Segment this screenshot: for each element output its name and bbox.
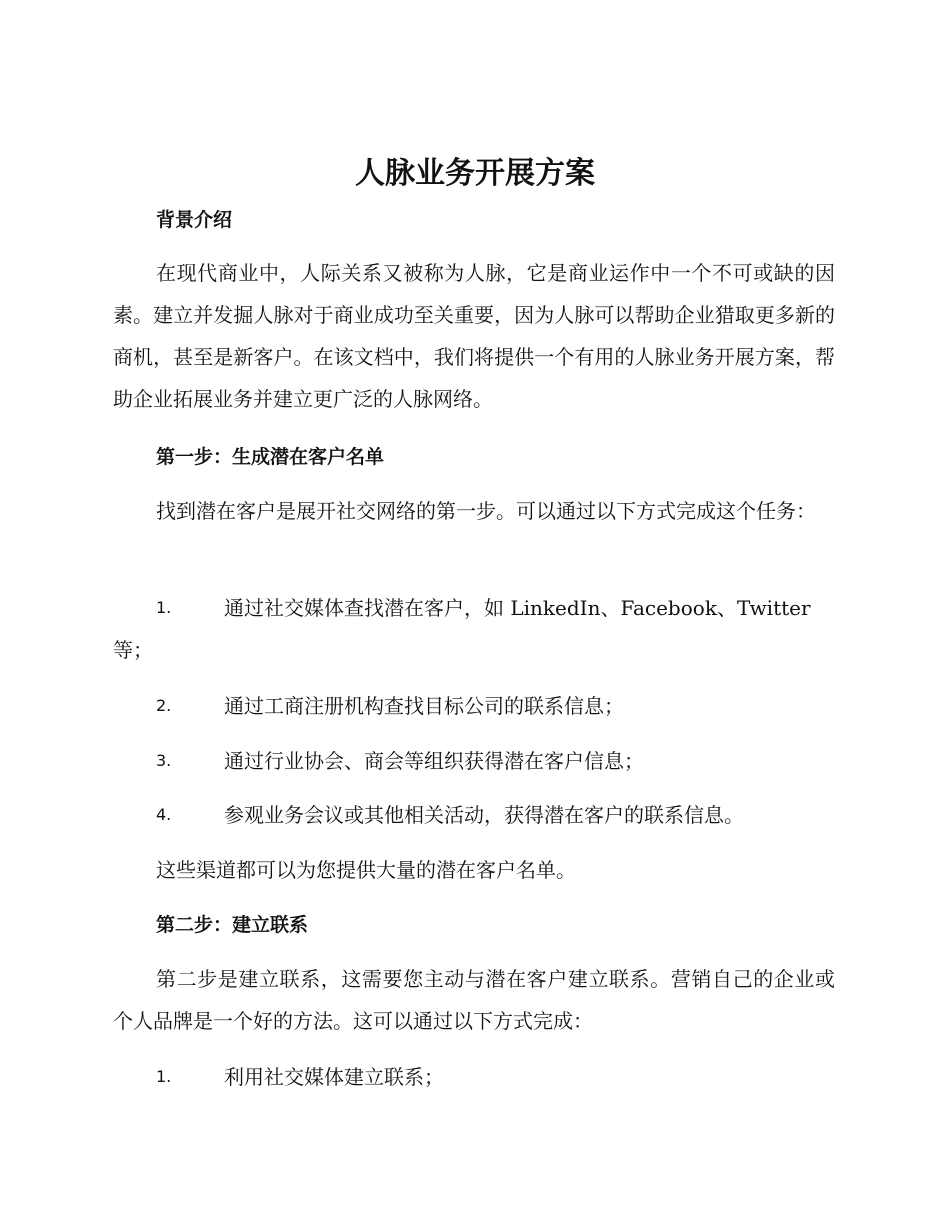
list-item-number: 1. (156, 598, 172, 617)
list-item (113, 740, 835, 782)
list-item-number: 2. (156, 696, 172, 715)
list-item-text: 通过行业协会、商会等组织获得潜在客户信息； (224, 749, 644, 773)
section-paragraph-background: 在现代商业中，人际关系又被称为人脉，它是商业运作中一个不可或缺的因素。建立并发掘人脉对于商业成功至关重要，因为人脉可以帮助企业猎取更多新的商机，甚至是新客户。在该文档中，我们将提供一个有用的人脉业务开展方案，帮助企业拓展业务并建立更广泛的人脉网络。 (113, 261, 835, 411)
section-heading-step-one: 第一步：生成潜在客户名单 (156, 446, 385, 468)
document-title: 人脉业务开展方案 (355, 156, 595, 191)
list-item (113, 1056, 835, 1098)
list-item-number: 1. (156, 1067, 172, 1086)
list-item-text: 参观业务会议或其他相关活动，获得潜在客户的联系信息。 (224, 803, 744, 827)
section-paragraph-step-one: 找到潜在客户是展开社交网络的第一步。可以通过以下方式完成这个任务： (156, 499, 816, 523)
list-item (113, 587, 835, 671)
list-item-text: 通过社交媒体查找潜在客户，如 LinkedIn、Facebook、Twitter 等； (113, 596, 811, 662)
section-heading-step-two: 第二步：建立联系 (156, 914, 309, 936)
section-closing-step-one: 这些渠道都可以为您提供大量的潜在客户名单。 (156, 858, 576, 882)
list-item-number: 3. (156, 751, 172, 770)
list-item (113, 794, 835, 836)
list-item-number: 4. (156, 805, 172, 824)
section-paragraph-step-two: 第二步是建立联系，这需要您主动与潜在客户建立联系。营销自己的企业或个人品牌是一个好的方法。这可以通过以下方式完成： (113, 967, 835, 1033)
list-item-text: 利用社交媒体建立联系； (224, 1065, 444, 1089)
list-item (113, 685, 835, 727)
list-item-text: 通过工商注册机构查找目标公司的联系信息； (224, 694, 624, 718)
section-heading-background: 背景介绍 (156, 209, 233, 231)
